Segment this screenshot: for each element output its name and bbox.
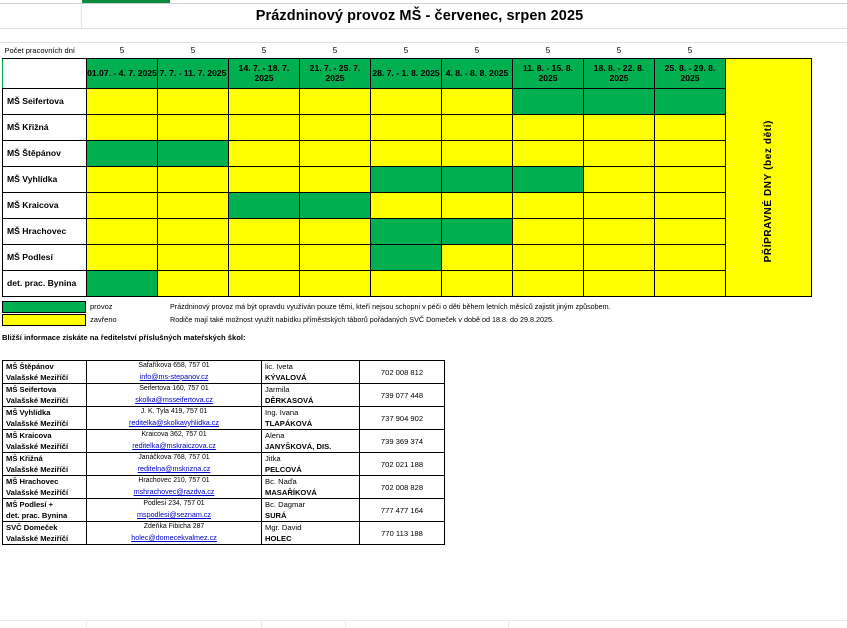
status-cell [87,140,158,166]
status-cell [371,270,442,296]
contact-person-last: PELCOVÁ [265,465,302,474]
status-cell [87,88,158,114]
table-row [3,361,445,384]
table-row [3,140,812,166]
status-cell [513,88,584,114]
period-header: 14. 7. - 18. 7. 2025 [229,58,300,88]
status-cell [442,140,513,166]
status-cell [158,114,229,140]
contact-school-line1: MŠ Kraicova [6,431,52,440]
contact-school [3,453,87,476]
contact-person-last: MASAŘÍKOVÁ [265,488,317,497]
status-cell [584,166,655,192]
contact-person-first: Jarmila [265,385,290,394]
workdays-count-cell: 5 [332,46,338,56]
status-cell [513,218,584,244]
status-cell [158,166,229,192]
contact-address-cell [87,407,262,430]
contact-school-line1: MŠ Seifertova [6,385,57,394]
period-header: 7. 7. - 11. 7. 2025 [158,58,229,88]
contact-school-line2: Valašské Meziříčí [6,534,69,543]
status-cell [229,114,300,140]
table-row [3,166,812,192]
prep-days-label: PŘÍPRAVNÉ DNY (bez dětí) [763,119,774,262]
table-row [3,244,812,270]
legend-swatch-open [2,301,86,313]
contact-school [3,476,87,499]
contact-email-link[interactable]: info@ms-stepanov.cz [139,371,209,381]
contact-person-first: Ing. Ivana [265,408,299,417]
period-header: 21. 7. - 25. 7. 2025 [300,58,371,88]
prep-days-column [726,88,812,296]
status-cell [442,192,513,218]
status-cell [584,192,655,218]
status-cell [513,140,584,166]
contact-person-cell [262,522,360,545]
status-cell [655,166,726,192]
contact-school [3,522,87,545]
legend-row-open [2,300,845,313]
contact-address-cell [87,522,262,545]
school-contacts-table [2,360,445,545]
status-cell [584,114,655,140]
contact-school-line1: MŠ Hrachovec [6,477,59,486]
status-cell [584,244,655,270]
contact-address: Šafaříkova 658, 757 01 [138,362,210,370]
contact-phone: 702 008 812 [360,361,445,384]
legend-note-line-1: Prázdninový provoz má být opravdu využíván pouze těmi, kteří nejsou schopni v péči o děti během letních měsíců zajistit jiným způsobem. [170,302,611,311]
period-header: 11. 8. - 15. 8. 2025 [513,58,584,88]
status-cell [371,244,442,270]
status-cell [513,114,584,140]
status-cell [87,192,158,218]
school-row-label: det. prac. Bynina [3,270,87,296]
contact-address: Seifertova 160, 757 01 [139,385,209,393]
contact-person-cell [262,361,360,384]
workdays-count-cell: 5 [474,46,480,56]
contact-person-last: HOLEC [265,534,292,543]
workdays-count-cell: 5 [545,46,551,56]
contact-address: Kraicova 362, 757 01 [141,431,207,439]
status-cell [584,218,655,244]
contact-person-cell [262,499,360,522]
table-row [3,192,812,218]
table-row [3,88,812,114]
contact-person-first: Jitka [265,454,281,463]
status-cell [229,192,300,218]
contact-address-cell [87,453,262,476]
status-cell [513,270,584,296]
status-cell [158,218,229,244]
header-corner-cell [3,58,87,88]
workdays-count-label: Počet pracovních dní [4,46,75,56]
legend-label-closed: zavřeno [90,315,117,324]
legend-swatch-closed [2,314,86,326]
contact-person-first: Alena [265,431,285,440]
status-cell [300,166,371,192]
contact-email-link[interactable]: mspodlesi@seznam.cz [136,509,211,519]
table-row [3,522,445,545]
contact-email-link[interactable]: mshrachovec@razdva.cz [133,486,215,496]
period-header: 4. 8. - 8. 8. 2025 [442,58,513,88]
contact-person-last: SURÁ [265,511,287,520]
table-row [3,384,445,407]
contact-person-last: JANYŠKOVÁ, DIS. [265,442,332,451]
contact-phone: 770 113 188 [360,522,445,545]
legend-note-line-2: Rodiče mají také možnost využít nabídku příměstských táborů pořádaných SVČ Domeček v době od 18.8. do 29.8.2025. [170,315,554,324]
status-cell [300,88,371,114]
status-cell [655,114,726,140]
contacts-body [3,361,445,545]
spacer-line [0,42,847,43]
status-cell [158,192,229,218]
status-cell [87,218,158,244]
status-cell [442,88,513,114]
status-cell [442,270,513,296]
workdays-count-cell: 5 [261,46,267,56]
table-row [3,453,445,476]
contact-person-cell [262,476,360,499]
status-cell [584,270,655,296]
status-cell [158,140,229,166]
status-cell [584,140,655,166]
status-cell [229,88,300,114]
status-cell [655,192,726,218]
status-cell [655,88,726,114]
contact-person-first: Mgr. David [265,523,302,532]
status-cell [87,244,158,270]
status-cell [655,244,726,270]
contact-phone: 737 904 902 [360,407,445,430]
status-cell [513,192,584,218]
contact-address-cell [87,476,262,499]
status-cell [300,140,371,166]
page-title: Prázdninový provoz MŠ - červenec, srpen 2025 [255,8,584,24]
contact-address: Janáčkova 768, 757 01 [138,454,210,462]
workdays-count-row [3,44,812,58]
period-header: 25. 8. - 29. 8. 2025 [655,58,726,88]
contact-school-line2: Valašské Meziříčí [6,419,69,428]
contact-phone: 777 477 164 [360,499,445,522]
contact-person-last: TLAPÁKOVÁ [265,419,313,428]
status-cell [371,140,442,166]
table-row [3,407,445,430]
table-row [3,218,812,244]
contact-email-link[interactable]: skolka@msseifertova.cz [135,394,213,404]
status-cell [300,270,371,296]
contact-school [3,499,87,522]
status-cell [371,88,442,114]
contact-school-line2: det. prac. Bynina [6,511,68,520]
contact-school [3,361,87,384]
contact-address-cell [87,361,262,384]
contact-person-cell [262,407,360,430]
contact-email-link[interactable]: reditelka@mskraiczova.cz [132,440,216,450]
status-cell [229,244,300,270]
contact-address: Hrachovec 210, 757 01 [138,477,210,485]
status-cell [513,166,584,192]
contact-person-last: KÝVALOVÁ [265,373,307,382]
workdays-count-spacer [726,44,812,58]
holiday-schedule-table [2,44,812,297]
table-row [3,114,812,140]
status-cell [371,192,442,218]
contact-email-link[interactable]: reditelna@mskrizna.cz [137,463,211,473]
school-row-label: MŠ Podlesí [3,244,87,270]
title-underline [0,28,847,29]
contact-person-cell [262,430,360,453]
status-cell [655,270,726,296]
table-row [3,476,445,499]
period-header-row [3,58,812,88]
contact-school-line1: SVČ Domeček [6,523,58,532]
contact-person-cell [262,384,360,407]
contact-school-line1: MŠ Podlesí + [6,500,54,509]
status-cell [513,244,584,270]
status-cell [371,218,442,244]
status-cell [371,166,442,192]
grid-line [261,620,262,628]
contact-person-last: DĚRKASOVÁ [265,396,314,405]
status-cell [300,218,371,244]
status-cell [442,244,513,270]
period-header: 28. 7. - 1. 8. 2025 [371,58,442,88]
legend-label-open: provoz [90,302,113,311]
contact-address-cell [87,499,262,522]
status-cell [655,218,726,244]
contact-school-line2: Valašské Meziříčí [6,396,69,405]
school-row-label: MŠ Seifertova [3,88,87,114]
status-cell [158,244,229,270]
contact-school [3,430,87,453]
status-cell [584,88,655,114]
schedule-body [3,88,812,296]
status-cell [300,114,371,140]
contact-phone: 702 008 828 [360,476,445,499]
contact-email-link[interactable]: holec@domecekvalmez.cz [131,532,217,542]
workdays-count-cell: 5 [687,46,693,56]
contact-address-cell [87,384,262,407]
status-cell [229,270,300,296]
contact-school-line2: Valašské Meziříčí [6,465,69,474]
grid-line [86,620,87,628]
contact-address-cell [87,430,262,453]
status-cell [442,114,513,140]
status-cell [229,218,300,244]
period-header: 01.07. - 4. 7. 2025 [87,58,158,88]
contact-email-link[interactable]: reditelka@skolkavyhlidka.cz [129,417,219,427]
table-row [3,499,445,522]
contact-phone: 739 077 448 [360,384,445,407]
contact-intro-text: Bližší informace získáte na ředitelství příslušných mateřských škol: [2,333,246,342]
contact-address: Zdeňka Fibicha 287 [143,523,205,531]
status-cell [371,114,442,140]
status-cell [655,140,726,166]
contact-phone: 739 369 374 [360,430,445,453]
workdays-count-cell: 5 [616,46,622,56]
status-cell [300,192,371,218]
contact-phone: 702 021 188 [360,453,445,476]
title-left-spacer [0,4,82,28]
grid-line [345,620,346,628]
status-cell [87,114,158,140]
status-cell [87,270,158,296]
workdays-count-cell: 5 [403,46,409,56]
school-row-label: MŠ Hrachovec [3,218,87,244]
table-row [3,430,445,453]
school-row-label: MŠ Křižná [3,114,87,140]
legend-row-closed [2,313,845,326]
workdays-count-cell: 5 [119,46,125,56]
contact-address: Podlesí 234, 757 01 [143,500,205,508]
grid-line [508,620,509,628]
status-cell [229,166,300,192]
status-cell [158,270,229,296]
contact-address: J. K. Tyla 419, 757 01 [140,408,208,416]
school-row-label: MŠ Vyhlídka [3,166,87,192]
contact-person-first: Bc. Dagmar [265,500,306,509]
grid-line [0,620,847,621]
document-title-row [0,4,847,28]
status-cell [300,244,371,270]
contact-school-line2: Valašské Meziříčí [6,373,69,382]
legend-block [2,300,845,326]
contact-person-first: Bc. Naďa [265,477,297,486]
prep-days-header-cell [726,58,812,88]
school-row-label: MŠ Štěpánov [3,140,87,166]
contact-school-line1: MŠ Křižná [6,454,43,463]
contact-person-first: lic. Iveta [265,362,293,371]
status-cell [87,166,158,192]
status-cell [442,218,513,244]
period-header: 18. 8. - 22. 8. 2025 [584,58,655,88]
workdays-count-cell: 5 [190,46,196,56]
contact-school-line1: MŠ Vyhlídka [6,408,51,417]
school-row-label: MŠ Kraicova [3,192,87,218]
contact-school [3,407,87,430]
contact-school [3,384,87,407]
contact-school-line2: Valašské Meziříčí [6,442,69,451]
contact-person-cell [262,453,360,476]
table-row [3,270,812,296]
contact-school-line2: Valašské Meziříčí [6,488,69,497]
status-cell [229,140,300,166]
contact-school-line1: MŠ Štěpánov [6,362,54,371]
status-cell [442,166,513,192]
status-cell [158,88,229,114]
